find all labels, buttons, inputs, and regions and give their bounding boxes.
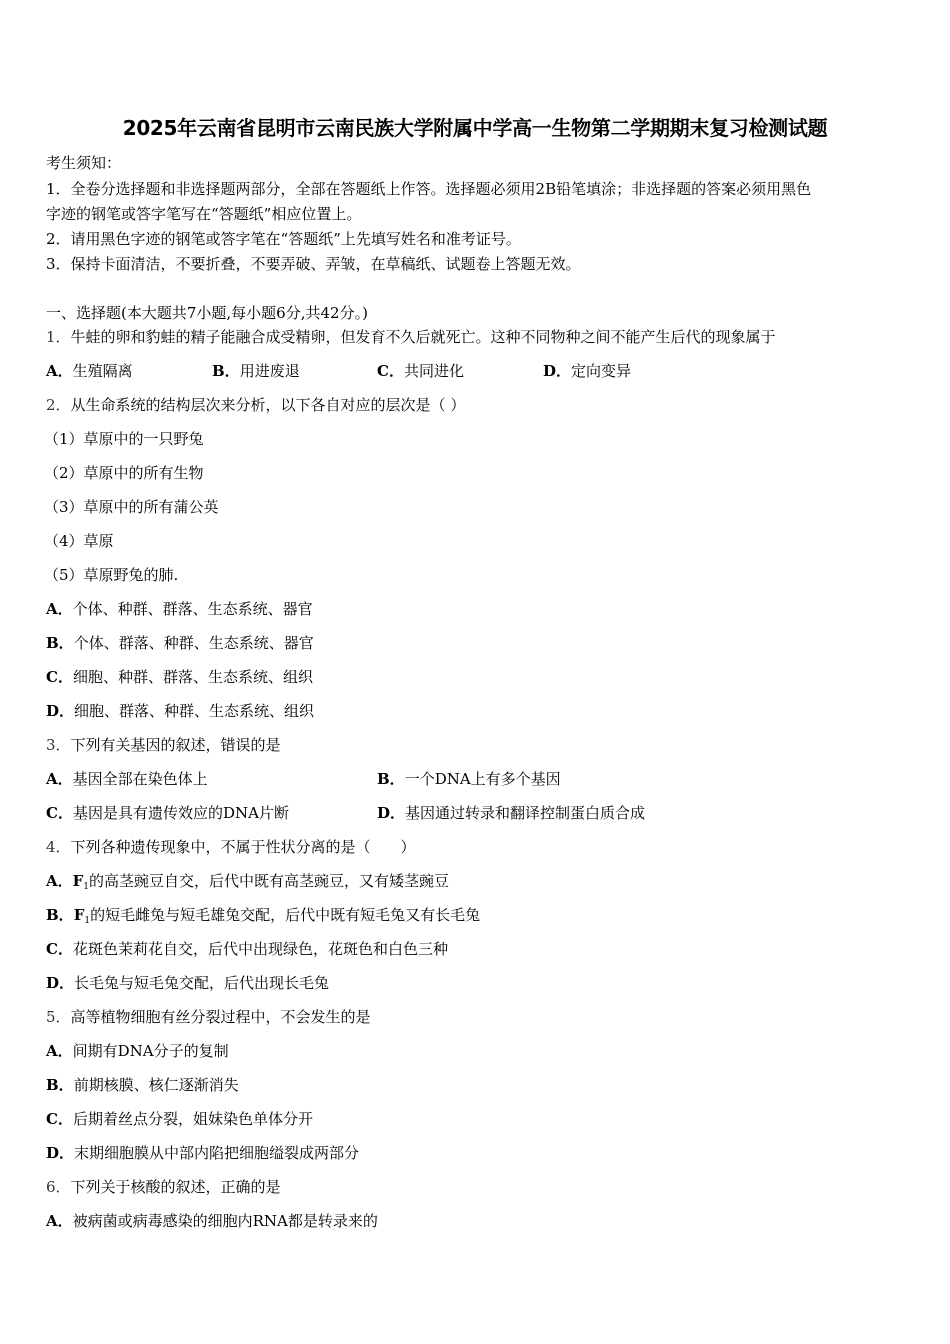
q2-item-1: （1）草原中的一只野兔 [44, 430, 204, 448]
option-label: B． [46, 634, 74, 652]
q3-option-c[interactable] [46, 802, 289, 823]
question-stem: 牛蛙的卵和豹蛙的精子能融合成受精卵，但发育不久后就死亡。这种不同物种之间不能产生后代的现象属于 [70, 328, 776, 346]
q1-option-c[interactable] [377, 360, 464, 381]
question-2 [46, 394, 465, 415]
option-label: C． [46, 940, 73, 958]
option-text: 后期着丝点分裂，姐妹染色单体分开 [72, 1110, 313, 1128]
option-text-subscript: 1 [84, 916, 91, 926]
option-text: 被病菌或病毒感染的细胞内RNA都是转录来的 [72, 1212, 378, 1230]
option-text: 定向变异 [571, 362, 632, 380]
question-stem: 下列关于核酸的叙述，正确的是 [70, 1178, 281, 1196]
option-text-f: F [73, 906, 85, 924]
option-label: D． [377, 804, 406, 822]
q5-option-d[interactable] [46, 1142, 359, 1163]
q5-option-b[interactable] [46, 1074, 239, 1095]
question-number: 4． [46, 838, 71, 856]
option-label: C． [46, 1110, 73, 1128]
question-stem: 下列各种遗传现象中，不属于性状分离的是（ ） [70, 838, 416, 856]
q5-option-a[interactable] [46, 1040, 229, 1061]
question-number: 6． [46, 1178, 71, 1196]
option-label: C． [377, 362, 404, 380]
q4-option-b[interactable] [46, 904, 480, 926]
option-label: C． [46, 668, 73, 686]
question-6 [46, 1176, 281, 1197]
option-label: B． [46, 1076, 74, 1094]
option-text: 个体、种群、群落、生态系统、器官 [72, 600, 313, 618]
question-stem: 高等植物细胞有丝分裂过程中，不会发生的是 [70, 1008, 371, 1026]
option-text: 细胞、种群、群落、生态系统、组织 [72, 668, 313, 686]
option-label: D． [46, 974, 75, 992]
q2-option-b[interactable] [46, 632, 314, 653]
option-label: B． [212, 362, 240, 380]
option-label: A． [46, 872, 73, 890]
option-text-f: F [72, 872, 84, 890]
notice-line-3: 3．保持卡面清洁，不要折叠，不要弄破、弄皱，在草稿纸、试题卷上答题无效。 [46, 255, 581, 273]
q2-option-a[interactable] [46, 598, 313, 619]
option-label: A． [46, 600, 73, 618]
question-number: 5． [46, 1008, 71, 1026]
q2-item-3: （3）草原中的所有蒲公英 [44, 498, 219, 516]
option-text: 的短毛雌兔与短毛雄兔交配，后代中既有短毛兔又有长毛兔 [90, 906, 481, 924]
option-text: 个体、群落、种群、生态系统、器官 [73, 634, 314, 652]
option-label: D． [46, 702, 75, 720]
option-text: 细胞、群落、种群、生态系统、组织 [74, 702, 315, 720]
option-label: D． [46, 1144, 75, 1162]
section-heading: 一、选择题(本大题共7小题,每小题6分,共42分。) [46, 304, 368, 322]
question-stem: 下列有关基因的叙述，错误的是 [70, 736, 281, 754]
notice-heading: 考生须知： [46, 154, 122, 172]
option-text: 生殖隔离 [72, 362, 133, 380]
option-label: B． [377, 770, 405, 788]
q5-option-c[interactable] [46, 1108, 313, 1129]
question-1 [46, 326, 776, 347]
q6-option-a[interactable] [46, 1210, 378, 1231]
q3-option-b[interactable] [377, 768, 561, 789]
q3-option-a[interactable] [46, 768, 208, 789]
q4-option-d[interactable] [46, 972, 329, 993]
question-4 [46, 836, 416, 857]
q4-option-c[interactable] [46, 938, 448, 959]
page-title: 2025年云南省昆明市云南民族大学附属中学高一生物第二学期期末复习检测试题 [122, 116, 828, 140]
option-label: C． [46, 804, 73, 822]
question-number: 1． [46, 328, 71, 346]
option-label: A． [46, 770, 73, 788]
option-text: 基因全部在染色体上 [72, 770, 208, 788]
option-text-subscript: 1 [83, 882, 90, 892]
option-label: A． [46, 362, 73, 380]
option-label: A． [46, 1042, 73, 1060]
option-text: 花斑色茉莉花自交，后代中出现绿色，花斑色和白色三种 [72, 940, 448, 958]
notice-line-1a: 1．全卷分选择题和非选择题两部分，全部在答题纸上作答。选择题必须用2B铅笔填涂；非选择题的答案必须用黑色 [46, 180, 812, 198]
option-text: 一个DNA上有多个基因 [404, 770, 561, 788]
option-text: 末期细胞膜从中部内陷把细胞缢裂成两部分 [74, 1144, 360, 1162]
option-text: 基因通过转录和翻译控制蛋白质合成 [405, 804, 646, 822]
question-number: 3． [46, 736, 71, 754]
q1-option-a[interactable] [46, 360, 133, 381]
option-label: D． [543, 362, 572, 380]
q2-item-5: （5）草原野兔的肺. [44, 566, 179, 584]
option-text: 长毛兔与短毛兔交配，后代出现长毛兔 [74, 974, 330, 992]
q2-option-d[interactable] [46, 700, 314, 721]
q4-option-a[interactable] [46, 870, 449, 892]
option-text: 共同进化 [403, 362, 464, 380]
q3-option-d[interactable] [377, 802, 645, 823]
q1-option-d[interactable] [543, 360, 631, 381]
option-label: B． [46, 906, 74, 924]
option-text: 的高茎豌豆自交，后代中既有高茎豌豆，又有矮茎豌豆 [89, 872, 450, 890]
option-text: 间期有DNA分子的复制 [72, 1042, 229, 1060]
question-stem: 从生命系统的结构层次来分析，以下各自对应的层次是（ ） [70, 396, 466, 414]
question-number: 2． [46, 396, 71, 414]
option-text: 前期核膜、核仁逐渐消失 [73, 1076, 239, 1094]
option-label: A． [46, 1212, 73, 1230]
option-text: 基因是具有遗传效应的DNA片断 [72, 804, 289, 822]
notice-line-1b: 字迹的钢笔或答字笔写在“答题纸”相应位置上。 [46, 205, 362, 223]
question-3 [46, 734, 281, 755]
q2-item-4: （4）草原 [44, 532, 114, 550]
notice-line-2: 2．请用黑色字迹的钢笔或答字笔在“答题纸”上先填写姓名和准考证号。 [46, 230, 521, 248]
q2-option-c[interactable] [46, 666, 313, 687]
q1-option-b[interactable] [212, 360, 300, 381]
q2-item-2: （2）草原中的所有生物 [44, 464, 204, 482]
question-5 [46, 1006, 371, 1027]
option-text: 用进废退 [239, 362, 300, 380]
